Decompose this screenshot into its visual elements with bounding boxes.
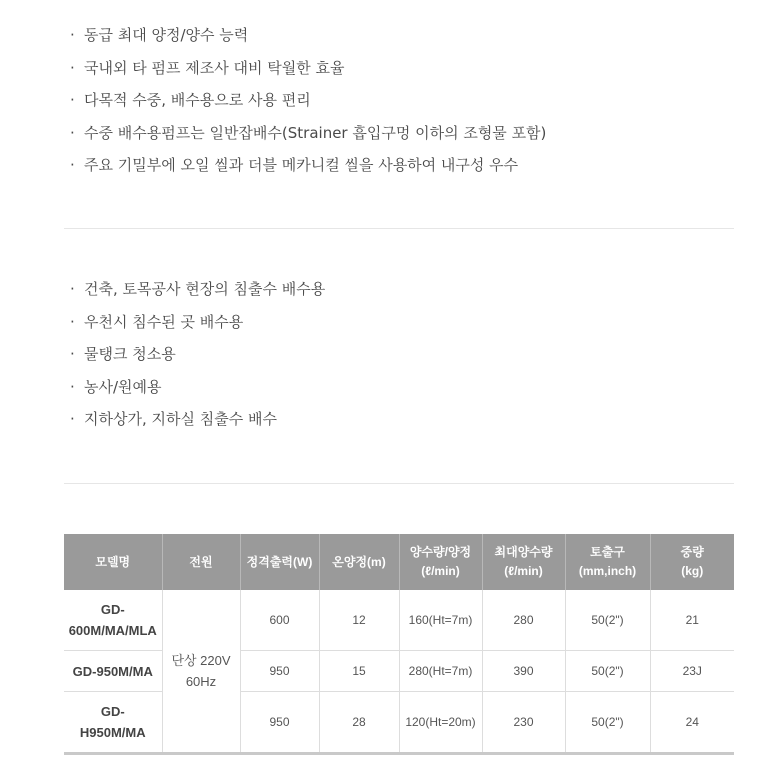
feature-item [70,149,546,182]
application-item [70,273,325,306]
cell-rated-output: 950 [240,692,319,754]
cell-max-flow: 230 [482,692,565,754]
cell-model: GD- H950M/MA [64,692,162,754]
cell-total-head: 12 [319,590,399,651]
cell-model: GD- 600M/MA/MLA [64,590,162,651]
cell-power: 단상 220V 60Hz [162,590,240,754]
header-rated-output: 정격출력(W) [240,534,319,590]
application-item [70,403,325,436]
feature-item [70,52,546,85]
cell-model: GD-950M/MA [64,651,162,692]
header-total-head: 온양정(m) [319,534,399,590]
cell-weight: 23J [650,651,734,692]
cell-flow-head: 120(Ht=20m) [399,692,482,754]
cell-flow-head: 280(Ht=7m) [399,651,482,692]
table-header-row [64,534,734,590]
header-power: 전원 [162,534,240,590]
section-divider [64,228,734,229]
feature-item [70,117,546,150]
application-text: 지하상가, 지하실 침출수 배수 [84,410,277,429]
application-item [70,306,325,339]
feature-item [70,19,546,52]
spec-table [64,534,734,755]
cell-max-flow: 280 [482,590,565,651]
feature-item [70,84,546,117]
cell-rated-output: 950 [240,651,319,692]
bullet-icon: · [70,377,75,396]
header-max-flow: 최대양수량 (ℓ/min) [482,534,565,590]
application-text: 물탱크 청소용 [84,345,176,364]
section-divider [64,483,734,484]
cell-outlet: 50(2") [565,692,650,754]
cell-outlet: 50(2") [565,590,650,651]
application-item [70,371,325,404]
cell-rated-output: 600 [240,590,319,651]
header-weight: 중량 (kg) [650,534,734,590]
feature-text: 다목적 수중, 배수용으로 사용 편리 [84,91,311,110]
cell-total-head: 28 [319,692,399,754]
feature-text: 주요 기밀부에 오일 씰과 더블 메카니컬 씰을 사용하여 내구성 우수 [84,156,519,175]
header-flow-head: 양수량/양정 (ℓ/min) [399,534,482,590]
application-text: 농사/원예용 [84,377,162,396]
bullet-icon: · [70,345,75,364]
cell-total-head: 15 [319,651,399,692]
application-item [70,338,325,371]
feature-text: 국내외 타 펌프 제조사 대비 탁월한 효율 [84,58,345,77]
header-outlet: 토출구 (mm,inch) [565,534,650,590]
application-list [70,273,325,436]
feature-list [70,19,546,182]
header-model: 모델명 [64,534,162,590]
feature-text: 동급 최대 양정/양수 능력 [84,26,249,44]
bullet-icon: · [70,91,75,110]
cell-weight: 21 [650,590,734,651]
bullet-icon: · [70,280,75,298]
cell-max-flow: 390 [482,651,565,692]
application-text: 건축, 토목공사 현장의 침출수 배수용 [84,280,326,298]
application-text: 우천시 침수된 곳 배수용 [84,312,244,331]
table-row [64,590,734,651]
cell-flow-head: 160(Ht=7m) [399,590,482,651]
bullet-icon: · [70,410,75,429]
bullet-icon: · [70,26,75,44]
bullet-icon: · [70,156,75,175]
feature-text: 수중 배수용펌프는 일반잡배수(Strainer 흡입구멍 이하의 조형물 포함) [84,123,547,142]
bullet-icon: · [70,58,75,77]
bullet-icon: · [70,123,75,142]
cell-outlet: 50(2") [565,651,650,692]
bullet-icon: · [70,312,75,331]
cell-weight: 24 [650,692,734,754]
